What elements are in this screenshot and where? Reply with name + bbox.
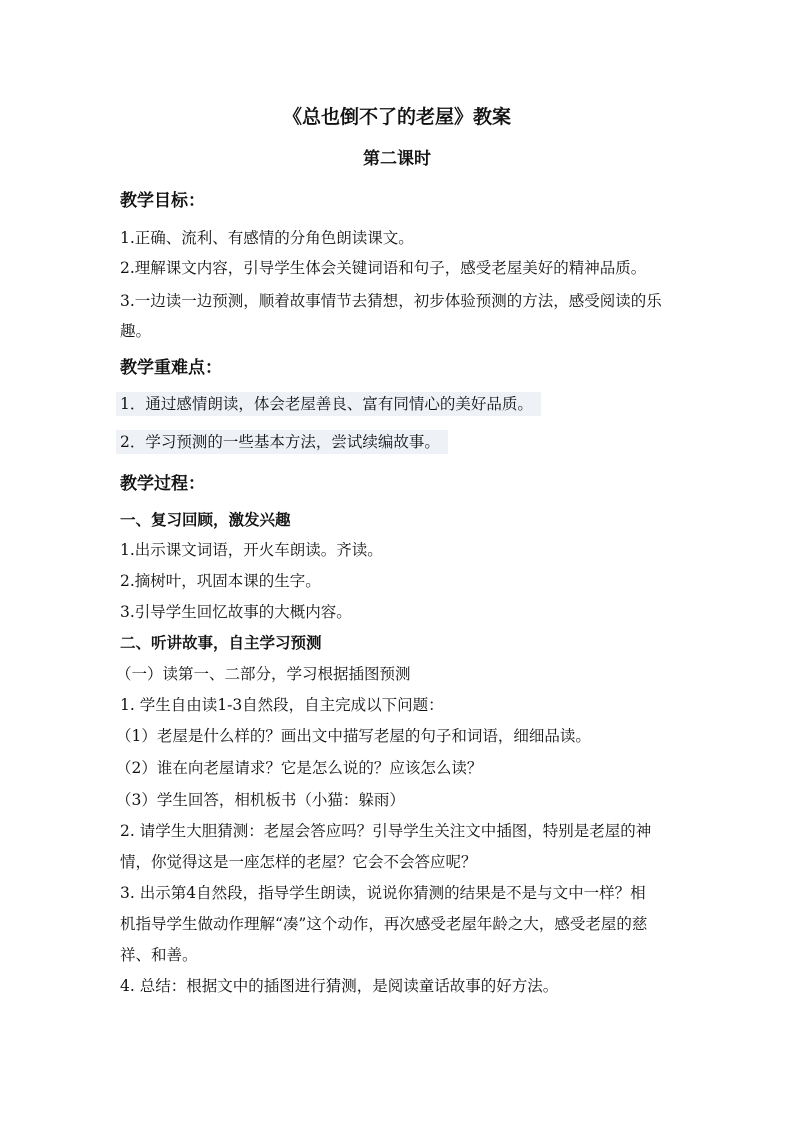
- keypoint-text: 2．学习预测的一些基本方法，尝试续编故事。: [116, 430, 448, 454]
- part2-line: （3）学生回答，相机板书（小猫：躲雨）: [116, 791, 405, 809]
- goal-item: 2.理解课文内容，引导学生体会关键词语和句子，感受老屋美好的精神品质。: [120, 259, 647, 277]
- goals-heading: 教学目标：: [120, 191, 205, 211]
- part2-line: 2. 请学生大胆猜测：老屋会答应吗？引导学生关注文中插图，特别是老屋的神: [120, 822, 652, 840]
- part2-section-heading: （一）读第一、二部分，学习根据插图预测: [116, 665, 411, 683]
- part2-line: （2）谁在向老屋请求？它是怎么说的？应该怎么读？: [116, 759, 483, 777]
- part2-line: 1. 学生自由读1-3自然段，自主完成以下问题：: [120, 696, 444, 714]
- lesson-subtitle: 第二课时: [363, 149, 431, 169]
- part2-line: 4. 总结：根据文中的插图进行猜测，是阅读童话故事的好方法。: [120, 977, 559, 995]
- part2-line: 3. 出示第4自然段，指导学生朗读，说说你猜测的结果是不是与文中一样？相: [120, 884, 646, 902]
- part2-heading: 二、听讲故事，自主学习预测: [120, 633, 322, 652]
- part2-line-continuation: 祥、和善。: [120, 946, 198, 964]
- keypoint-text: 1．通过感情朗读，体会老屋善良、富有同情心的美好品质。: [116, 392, 541, 416]
- part2-line-continuation: 情，你觉得这是一座怎样的老屋？它会不会答应呢？: [120, 853, 477, 871]
- goal-item-continuation: 趣。: [120, 322, 152, 340]
- part1-item: 3.引导学生回忆故事的大概内容。: [120, 603, 352, 621]
- keypoints-heading: 教学重难点：: [120, 358, 222, 378]
- document-title: 《总也倒不了的老屋》教案: [282, 106, 511, 128]
- part2-line-continuation: 机指导学生做动作理解“凑”这个动作，再次感受老屋年龄之大，感受老屋的慈: [120, 915, 648, 933]
- part1-heading: 一、复习回顾，激发兴趣: [120, 510, 291, 529]
- keypoint-item: [120, 431, 448, 453]
- goal-item: 3.一边读一边预测，顺着故事情节去猜想，初步体验预测的方法，感受阅读的乐: [120, 292, 662, 310]
- part1-item: 2.摘树叶，巩固本课的生字。: [120, 572, 321, 590]
- keypoint-item: [120, 393, 541, 415]
- part2-line: （1）老屋是什么样的？画出文中描写老屋的句子和词语，细细品读。: [116, 727, 591, 745]
- process-heading: 教学过程：: [120, 474, 205, 494]
- part1-item: 1.出示课文词语，开火车朗读。齐读。: [120, 541, 383, 559]
- goal-item: 1.正确、流利、有感情的分角色朗读课文。: [120, 229, 414, 247]
